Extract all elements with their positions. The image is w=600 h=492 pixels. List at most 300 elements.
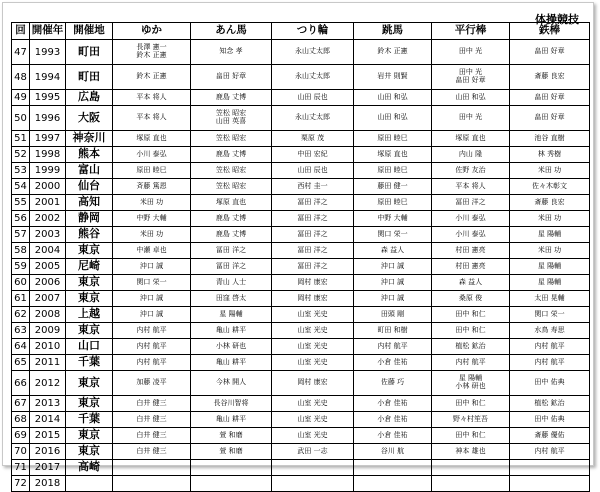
winner-cell-pommel <box>191 211 272 227</box>
winner-name: 鹿島 丈博 <box>215 229 247 238</box>
winner-name: 知念 孝 <box>219 47 243 56</box>
winner-cell-pbars <box>432 460 510 476</box>
winner-name: 平本 将人 <box>136 92 167 101</box>
winner-name: 山室 光史 <box>297 325 328 334</box>
table-row <box>12 355 590 371</box>
winner-cell-pommel <box>191 396 272 412</box>
winner-cell-rings <box>272 147 354 163</box>
winner-name: 沖口 誠 <box>380 261 405 270</box>
winner-cell-vault <box>354 339 432 355</box>
edition-cell: 48 <box>12 65 30 90</box>
winner-name: 永山丈太郎 <box>295 113 330 122</box>
winner-name: 鈴木 正憲 <box>136 72 167 81</box>
winner-name: 永山丈太郎 <box>295 47 330 56</box>
winner-cell-pommel <box>191 371 272 396</box>
winner-name: 斎藤 良宏 <box>534 72 565 81</box>
winner-name: 田中 光 <box>458 68 483 77</box>
winner-cell-hbar <box>510 65 590 90</box>
winner-cell-floor <box>113 179 191 195</box>
winner-name: 沖口 誠 <box>139 261 164 270</box>
winner-name: 藤田 健一 <box>377 181 408 190</box>
year-cell: 2017 <box>30 460 66 476</box>
header-cell: 跳馬 <box>354 23 432 40</box>
header-cell: 回 <box>12 23 30 40</box>
winner-name: 西村 圭一 <box>297 181 328 190</box>
results-table <box>11 22 590 492</box>
winner-name: 内村 航平 <box>455 357 486 366</box>
winner-cell-pbars <box>432 275 510 291</box>
winner-cell-vault <box>354 147 432 163</box>
winner-cell-rings <box>272 396 354 412</box>
table-row <box>12 412 590 428</box>
winner-cell-hbar <box>510 179 590 195</box>
winner-cell-rings <box>272 195 354 211</box>
winner-cell-pbars <box>432 147 510 163</box>
table-row <box>12 323 590 339</box>
winner-cell-vault <box>354 195 432 211</box>
table-row <box>12 291 590 307</box>
winner-name: 星 陽輔 <box>219 309 243 318</box>
winner-cell-pbars <box>432 227 510 243</box>
winner-name: 小倉 佳祐 <box>377 430 408 439</box>
winner-cell-pbars <box>432 396 510 412</box>
edition-cell: 49 <box>12 90 30 106</box>
winner-name: 平本 将人 <box>136 113 167 122</box>
winner-cell-rings <box>272 90 354 106</box>
winner-name: 桑原 俊 <box>458 293 483 302</box>
winner-name: 塚原 直也 <box>136 133 167 142</box>
winner-cell-vault <box>354 275 432 291</box>
winner-name: 冨田 洋之 <box>215 261 247 270</box>
winner-name: 山田 辰也 <box>297 92 328 101</box>
venue-cell: 東京 <box>66 323 113 339</box>
winner-name: 白井 健三 <box>136 398 167 407</box>
table-row <box>12 179 590 195</box>
year-cell: 2012 <box>30 371 66 396</box>
winner-name: 町田 和樹 <box>377 325 408 334</box>
venue-cell <box>66 476 113 492</box>
winner-name: 関口 栄一 <box>534 309 565 318</box>
winner-cell-pbars <box>432 106 510 131</box>
winner-cell-vault <box>354 476 432 492</box>
winner-cell-hbar <box>510 444 590 460</box>
table-row <box>12 243 590 259</box>
winner-cell-pbars <box>432 476 510 492</box>
winner-cell-pommel <box>191 259 272 275</box>
winner-cell-pommel <box>191 444 272 460</box>
venue-cell: 富山 <box>66 163 113 179</box>
winner-name: 関口 栄一 <box>136 277 167 286</box>
winner-name: 鈴木 正憲 <box>136 51 167 59</box>
venue-cell: 東京 <box>66 371 113 396</box>
table-row <box>12 275 590 291</box>
winner-name: 長澤 憲一 <box>136 43 167 52</box>
winner-cell-rings <box>272 291 354 307</box>
winner-cell-pommel <box>191 355 272 371</box>
header-cell: 鉄棒 <box>510 23 590 40</box>
year-cell: 2001 <box>30 195 66 211</box>
winner-name: 畠田 好章 <box>534 92 565 101</box>
winner-cell-floor <box>113 444 191 460</box>
winner-name: 鹿島 丈博 <box>215 213 247 222</box>
table-row <box>12 211 590 227</box>
winner-name: 塚原 直也 <box>455 133 486 142</box>
venue-cell: 仙台 <box>66 179 113 195</box>
winner-cell-pbars <box>432 355 510 371</box>
winner-name: 冨田 洋之 <box>297 245 328 254</box>
winner-cell-vault <box>354 355 432 371</box>
winner-cell-hbar <box>510 307 590 323</box>
winner-name: 白井 健三 <box>136 446 167 455</box>
document-title: 体操競技 <box>535 13 579 26</box>
winner-name: 植松 鉱治 <box>455 341 486 350</box>
year-cell: 2005 <box>30 259 66 275</box>
winner-cell-rings <box>272 243 354 259</box>
year-cell: 2010 <box>30 339 66 355</box>
winner-cell-vault <box>354 428 432 444</box>
edition-cell: 55 <box>12 195 30 211</box>
header-cell: あん馬 <box>191 23 272 40</box>
winner-name: 山室 光史 <box>297 309 328 318</box>
winner-name: 岡村 康宏 <box>297 293 328 302</box>
edition-cell: 67 <box>12 396 30 412</box>
winner-cell-hbar <box>510 323 590 339</box>
winner-cell-pommel <box>191 339 272 355</box>
year-cell: 2002 <box>30 211 66 227</box>
winner-cell-vault <box>354 227 432 243</box>
venue-cell: 静岡 <box>66 211 113 227</box>
winner-cell-floor <box>113 428 191 444</box>
venue-cell: 東京 <box>66 291 113 307</box>
winner-cell-rings <box>272 355 354 371</box>
winner-name: 栗原 茂 <box>300 133 325 142</box>
venue-cell: 千葉 <box>66 412 113 428</box>
table-row <box>12 65 590 90</box>
winner-cell-hbar <box>510 147 590 163</box>
winner-cell-rings <box>272 275 354 291</box>
winner-name: 田中 佑典 <box>534 414 565 423</box>
venue-cell: 東京 <box>66 275 113 291</box>
winner-name: 田中 和仁 <box>455 398 486 407</box>
winner-name: 岩井 則賢 <box>377 72 408 81</box>
winner-cell-pommel <box>191 476 272 492</box>
winner-cell-pommel <box>191 460 272 476</box>
edition-cell: 71 <box>12 460 30 476</box>
winner-name: 山室 光史 <box>297 357 328 366</box>
winner-cell-pommel <box>191 40 272 65</box>
year-cell: 2018 <box>30 476 66 492</box>
edition-cell: 65 <box>12 355 30 371</box>
winner-name: 小川 泰弘 <box>136 149 167 158</box>
table-row <box>12 147 590 163</box>
winner-cell-hbar <box>510 131 590 147</box>
edition-cell: 54 <box>12 179 30 195</box>
table-row <box>12 259 590 275</box>
header-cell: 開催地 <box>66 23 113 40</box>
winner-name: 田中 和仁 <box>455 430 486 439</box>
winner-name: 田中 和仁 <box>455 325 486 334</box>
winner-name: 山田 和弘 <box>377 92 408 101</box>
winner-name: 佐野 友治 <box>455 165 486 174</box>
table-row <box>12 339 590 355</box>
winner-cell-floor <box>113 307 191 323</box>
winner-cell-rings <box>272 227 354 243</box>
year-cell: 1995 <box>30 90 66 106</box>
winner-name: 沖口 誠 <box>380 277 405 286</box>
winner-cell-hbar <box>510 243 590 259</box>
winner-name: 野々村笙吾 <box>453 414 488 423</box>
winner-name: 中瀬 卓也 <box>136 245 167 254</box>
winner-name: 太田 晃輔 <box>534 293 565 302</box>
table-row <box>12 227 590 243</box>
winner-cell-pommel <box>191 275 272 291</box>
document-frame <box>2 2 594 489</box>
winner-cell-rings <box>272 428 354 444</box>
venue-cell: 高知 <box>66 195 113 211</box>
winner-name: 山室 光史 <box>297 341 328 350</box>
winner-cell-pbars <box>432 90 510 106</box>
venue-cell: 熊谷 <box>66 227 113 243</box>
winner-name: 田中 光 <box>458 47 483 56</box>
winner-cell-vault <box>354 65 432 90</box>
winner-cell-hbar <box>510 163 590 179</box>
winner-name: 小林 研也 <box>215 341 247 350</box>
winner-cell-hbar <box>510 371 590 396</box>
venue-cell: 山口 <box>66 339 113 355</box>
winner-cell-floor <box>113 412 191 428</box>
venue-cell: 高崎 <box>66 460 113 476</box>
winner-name: 加藤 凌平 <box>136 378 167 387</box>
winner-name: 星 陽輔 <box>537 261 562 270</box>
winner-name: 亀山 耕平 <box>215 325 247 334</box>
winner-cell-hbar <box>510 460 590 476</box>
winner-cell-pommel <box>191 307 272 323</box>
winner-name: 佐々木彰文 <box>532 181 567 190</box>
winner-name: 米田 功 <box>139 229 164 238</box>
winner-cell-vault <box>354 307 432 323</box>
winner-cell-pommel <box>191 428 272 444</box>
winner-name: 鹿島 丈博 <box>215 92 247 101</box>
edition-cell: 53 <box>12 163 30 179</box>
winner-cell-hbar <box>510 275 590 291</box>
venue-cell: 町田 <box>66 65 113 90</box>
table-row <box>12 371 590 396</box>
winner-cell-pbars <box>432 371 510 396</box>
winner-cell-floor <box>113 131 191 147</box>
winner-cell-pbars <box>432 291 510 307</box>
edition-cell: 58 <box>12 243 30 259</box>
winner-name: 中野 大輔 <box>377 213 408 222</box>
winner-name: 亀山 耕平 <box>215 414 247 423</box>
winner-name: 畠田 好章 <box>215 72 247 81</box>
winner-name: 笠松 昭宏 <box>215 165 247 174</box>
winner-cell-pbars <box>432 211 510 227</box>
winner-cell-vault <box>354 444 432 460</box>
venue-cell: 東京 <box>66 243 113 259</box>
winner-name: 内村 航平 <box>136 357 167 366</box>
winner-cell-pbars <box>432 163 510 179</box>
winner-cell-rings <box>272 323 354 339</box>
year-cell: 2013 <box>30 396 66 412</box>
winner-cell-hbar <box>510 211 590 227</box>
winner-cell-rings <box>272 259 354 275</box>
venue-cell: 千葉 <box>66 355 113 371</box>
winner-cell-floor <box>113 40 191 65</box>
winner-name: 塚原 直也 <box>215 197 247 206</box>
winner-cell-pbars <box>432 307 510 323</box>
winner-name: 笠松 昭宏 <box>215 181 247 190</box>
winner-name: 原田 睦巳 <box>136 165 167 174</box>
winner-name: 内村 航平 <box>534 357 565 366</box>
winner-cell-floor <box>113 227 191 243</box>
winner-cell-rings <box>272 40 354 65</box>
winner-name: 山室 光史 <box>297 398 328 407</box>
winner-name: 田頭 剛 <box>380 309 405 318</box>
edition-cell: 62 <box>12 307 30 323</box>
winner-name: 斎藤 良宏 <box>534 197 565 206</box>
winner-name: 永山丈太郎 <box>295 72 330 81</box>
year-cell: 2000 <box>30 179 66 195</box>
venue-cell: 大阪 <box>66 106 113 131</box>
year-cell: 2006 <box>30 275 66 291</box>
header-cell: 開催年 <box>30 23 66 40</box>
winner-name: 村田 憲亮 <box>455 245 486 254</box>
winner-cell-rings <box>272 131 354 147</box>
winner-cell-pommel <box>191 131 272 147</box>
edition-cell: 59 <box>12 259 30 275</box>
winner-cell-rings <box>272 339 354 355</box>
year-cell: 2016 <box>30 444 66 460</box>
table-row <box>12 106 590 131</box>
winner-cell-rings <box>272 163 354 179</box>
winner-name: 水鳥 寿思 <box>534 325 565 334</box>
winner-name: 岡村 康宏 <box>297 378 328 387</box>
winner-cell-pbars <box>432 131 510 147</box>
winner-name: 山田 和弘 <box>377 113 408 122</box>
winner-cell-pommel <box>191 163 272 179</box>
winner-name: 笠松 昭宏 <box>215 133 247 142</box>
winner-name: 畠田 好章 <box>455 76 486 84</box>
winner-name: 神本 雄也 <box>455 446 486 455</box>
winner-cell-hbar <box>510 428 590 444</box>
year-cell: 2003 <box>30 227 66 243</box>
winner-cell-vault <box>354 211 432 227</box>
year-cell: 1999 <box>30 163 66 179</box>
edition-cell: 63 <box>12 323 30 339</box>
winner-name: 白井 健三 <box>136 414 167 423</box>
table-row <box>12 307 590 323</box>
winner-cell-pommel <box>191 227 272 243</box>
winner-cell-pommel <box>191 243 272 259</box>
winner-cell-pbars <box>432 65 510 90</box>
winner-name: 池谷 直樹 <box>534 133 565 142</box>
winner-cell-pommel <box>191 179 272 195</box>
winner-cell-pbars <box>432 323 510 339</box>
winner-name: 中野 大輔 <box>136 213 167 222</box>
winner-name: 山室 光史 <box>297 430 328 439</box>
winner-name: 笠松 昭宏 <box>215 109 247 118</box>
winner-cell-floor <box>113 339 191 355</box>
year-cell: 2004 <box>30 243 66 259</box>
winner-name: 内村 航平 <box>534 446 565 455</box>
year-cell: 2015 <box>30 428 66 444</box>
winner-name: 武田 一志 <box>297 446 328 455</box>
venue-cell: 広島 <box>66 90 113 106</box>
winner-cell-floor <box>113 259 191 275</box>
winner-name: 米田 功 <box>537 245 562 254</box>
winner-name: 鹿島 丈博 <box>215 149 247 158</box>
table-row <box>12 444 590 460</box>
table-row <box>12 428 590 444</box>
winner-cell-vault <box>354 40 432 65</box>
winner-name: 佐藤 巧 <box>380 378 405 387</box>
winner-cell-rings <box>272 211 354 227</box>
winner-name: 畠田 好章 <box>534 47 565 56</box>
table-row <box>12 40 590 65</box>
winner-name: 田窪 啓太 <box>215 293 247 302</box>
winner-cell-rings <box>272 307 354 323</box>
edition-cell: 57 <box>12 227 30 243</box>
year-cell: 2014 <box>30 412 66 428</box>
edition-cell: 60 <box>12 275 30 291</box>
winner-cell-hbar <box>510 396 590 412</box>
header-cell: 平行棒 <box>432 23 510 40</box>
winner-name: 沖口 誠 <box>139 309 164 318</box>
winner-name: 米田 功 <box>139 197 164 206</box>
winner-name: 村田 憲亮 <box>455 261 486 270</box>
winner-name: 田中 和仁 <box>455 309 486 318</box>
winner-name: 沖口 誠 <box>380 293 405 302</box>
winner-name: 亀山 耕平 <box>215 357 247 366</box>
winner-cell-vault <box>354 412 432 428</box>
winner-cell-hbar <box>510 106 590 131</box>
winner-name: 山田 和弘 <box>455 92 486 101</box>
year-cell: 1996 <box>30 106 66 131</box>
winner-cell-hbar <box>510 476 590 492</box>
winner-cell-pommel <box>191 412 272 428</box>
winner-name: 今林 開人 <box>215 378 247 387</box>
winner-cell-pommel <box>191 147 272 163</box>
winner-name: 萱 和磨 <box>219 430 243 439</box>
winner-cell-vault <box>354 131 432 147</box>
winner-cell-vault <box>354 179 432 195</box>
winner-name: 関口 栄一 <box>377 229 408 238</box>
winner-name: 冨田 洋之 <box>297 213 328 222</box>
edition-cell: 64 <box>12 339 30 355</box>
winner-name: 原田 睦巳 <box>377 197 408 206</box>
edition-cell: 70 <box>12 444 30 460</box>
winner-cell-floor <box>113 323 191 339</box>
winner-name: 沖口 誠 <box>139 293 164 302</box>
venue-cell: 尼崎 <box>66 259 113 275</box>
year-cell: 2011 <box>30 355 66 371</box>
winner-name: 植松 鉱治 <box>534 398 565 407</box>
winner-name: 山田 辰也 <box>297 165 328 174</box>
venue-cell: 熊本 <box>66 147 113 163</box>
winner-name: 林 秀樹 <box>537 149 562 158</box>
table-row <box>12 396 590 412</box>
winner-cell-floor <box>113 147 191 163</box>
year-cell: 1997 <box>30 131 66 147</box>
winner-name: 内村 航平 <box>136 325 167 334</box>
venue-cell: 神奈川 <box>66 131 113 147</box>
winner-name: 斎藤 優佑 <box>534 430 565 439</box>
winner-name: 山室 光史 <box>297 414 328 423</box>
winner-cell-pbars <box>432 444 510 460</box>
results-body <box>12 40 590 492</box>
winner-name: 岡村 康宏 <box>297 277 328 286</box>
winner-cell-floor <box>113 90 191 106</box>
